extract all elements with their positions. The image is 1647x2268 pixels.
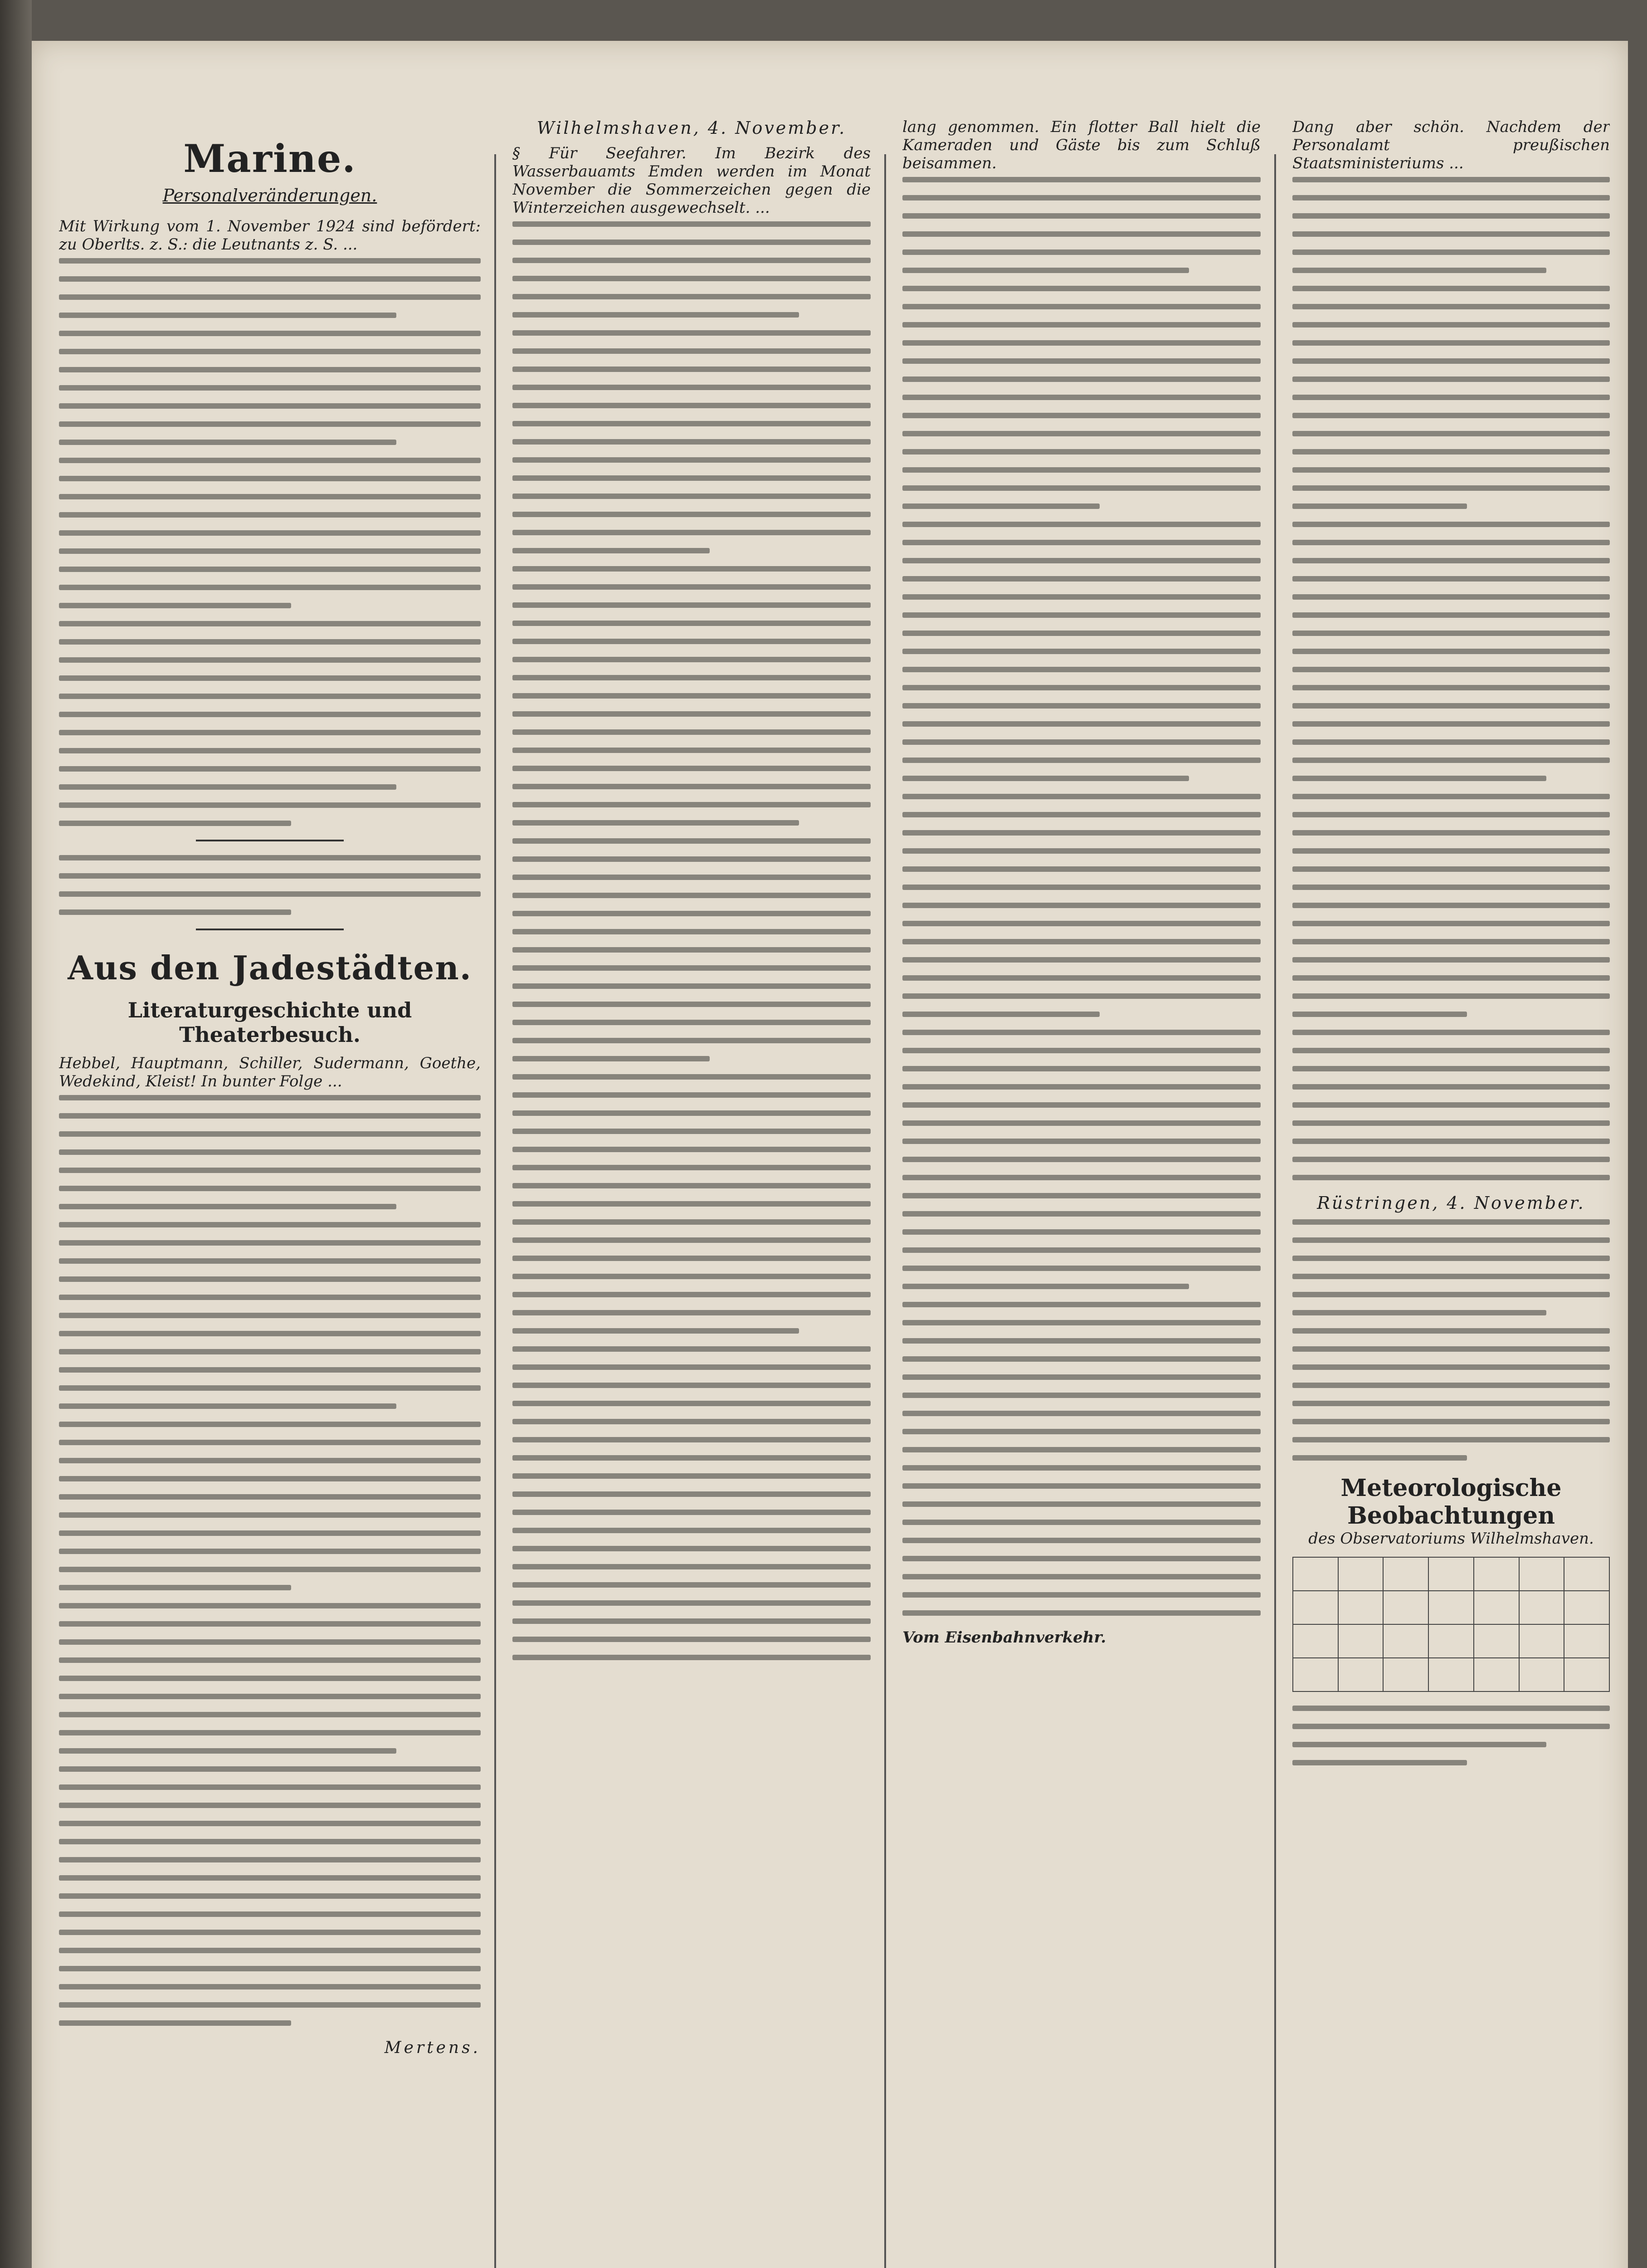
divider [196,929,344,930]
marine-body [59,258,481,826]
railway-head: Vom Eisenbahnverkehr. [902,1628,1106,1647]
column-2 [512,118,871,2268]
column-4-body [1292,177,1610,1180]
marine-lead: Mit Wirkung vom 1. November 1924 sind befördert: zu Oberlts. z. S.: die Leutnants z. S. ... [59,217,481,254]
column-4-lead: Dang aber schön. Nachdem der Personalamt preußischen Staatsministeriums ... [1292,118,1610,172]
divider [196,840,344,841]
column-rule [884,154,886,2268]
column-rule [494,154,496,2268]
column-2-lead: § Für Seefahrer. Im Bezirk des Wasserbauamts Emden werden im Monat November die Sommerzeichen gegen die Winterzeichen ausgewechselt. ... [512,144,871,217]
weather-table [1292,1557,1610,1692]
signature: Mertens. [384,2038,481,2057]
weather-subhead: des Observatoriums Wilhelmshaven. [1308,1530,1594,1548]
section-lead: Hebbel, Hauptmann, Schiller, Sudermann, Goethe, Wedekind, Kleist! In bunter Folge ... [59,1054,481,1090]
column-3-body [902,177,1261,1616]
column-2-body [512,221,871,1660]
weather-headline: Meteorologische Beobachtungen [1340,1474,1562,1530]
marine-subhead: Personalveränderungen. [162,186,377,205]
marine-notice [59,855,481,915]
dateline-ruestringen: Rüstringen, 4. November. [1317,1193,1585,1213]
section-headline: Aus den Jadestädten. [68,948,472,987]
theater-body [59,1095,481,2026]
column-3-lead: lang genommen. Ein flotter Ball hielt die Kameraden und Gäste bis zum Schluß beisammen. [902,118,1261,172]
column-4-body-2 [1292,1219,1610,1461]
newspaper-page [32,41,1628,2268]
column-rule [1274,154,1276,2268]
column-4 [1292,118,1610,2268]
column-3 [902,118,1261,2268]
weather-notes [1292,1706,1610,1765]
section-subhead: Literaturgeschichte und Theaterbesuch. [127,998,412,1047]
marine-headline: Marine. [183,136,356,181]
column-1 [59,118,481,2268]
dateline: Wilhelmshaven, 4. November. [536,118,847,138]
page-edge [0,0,32,2268]
